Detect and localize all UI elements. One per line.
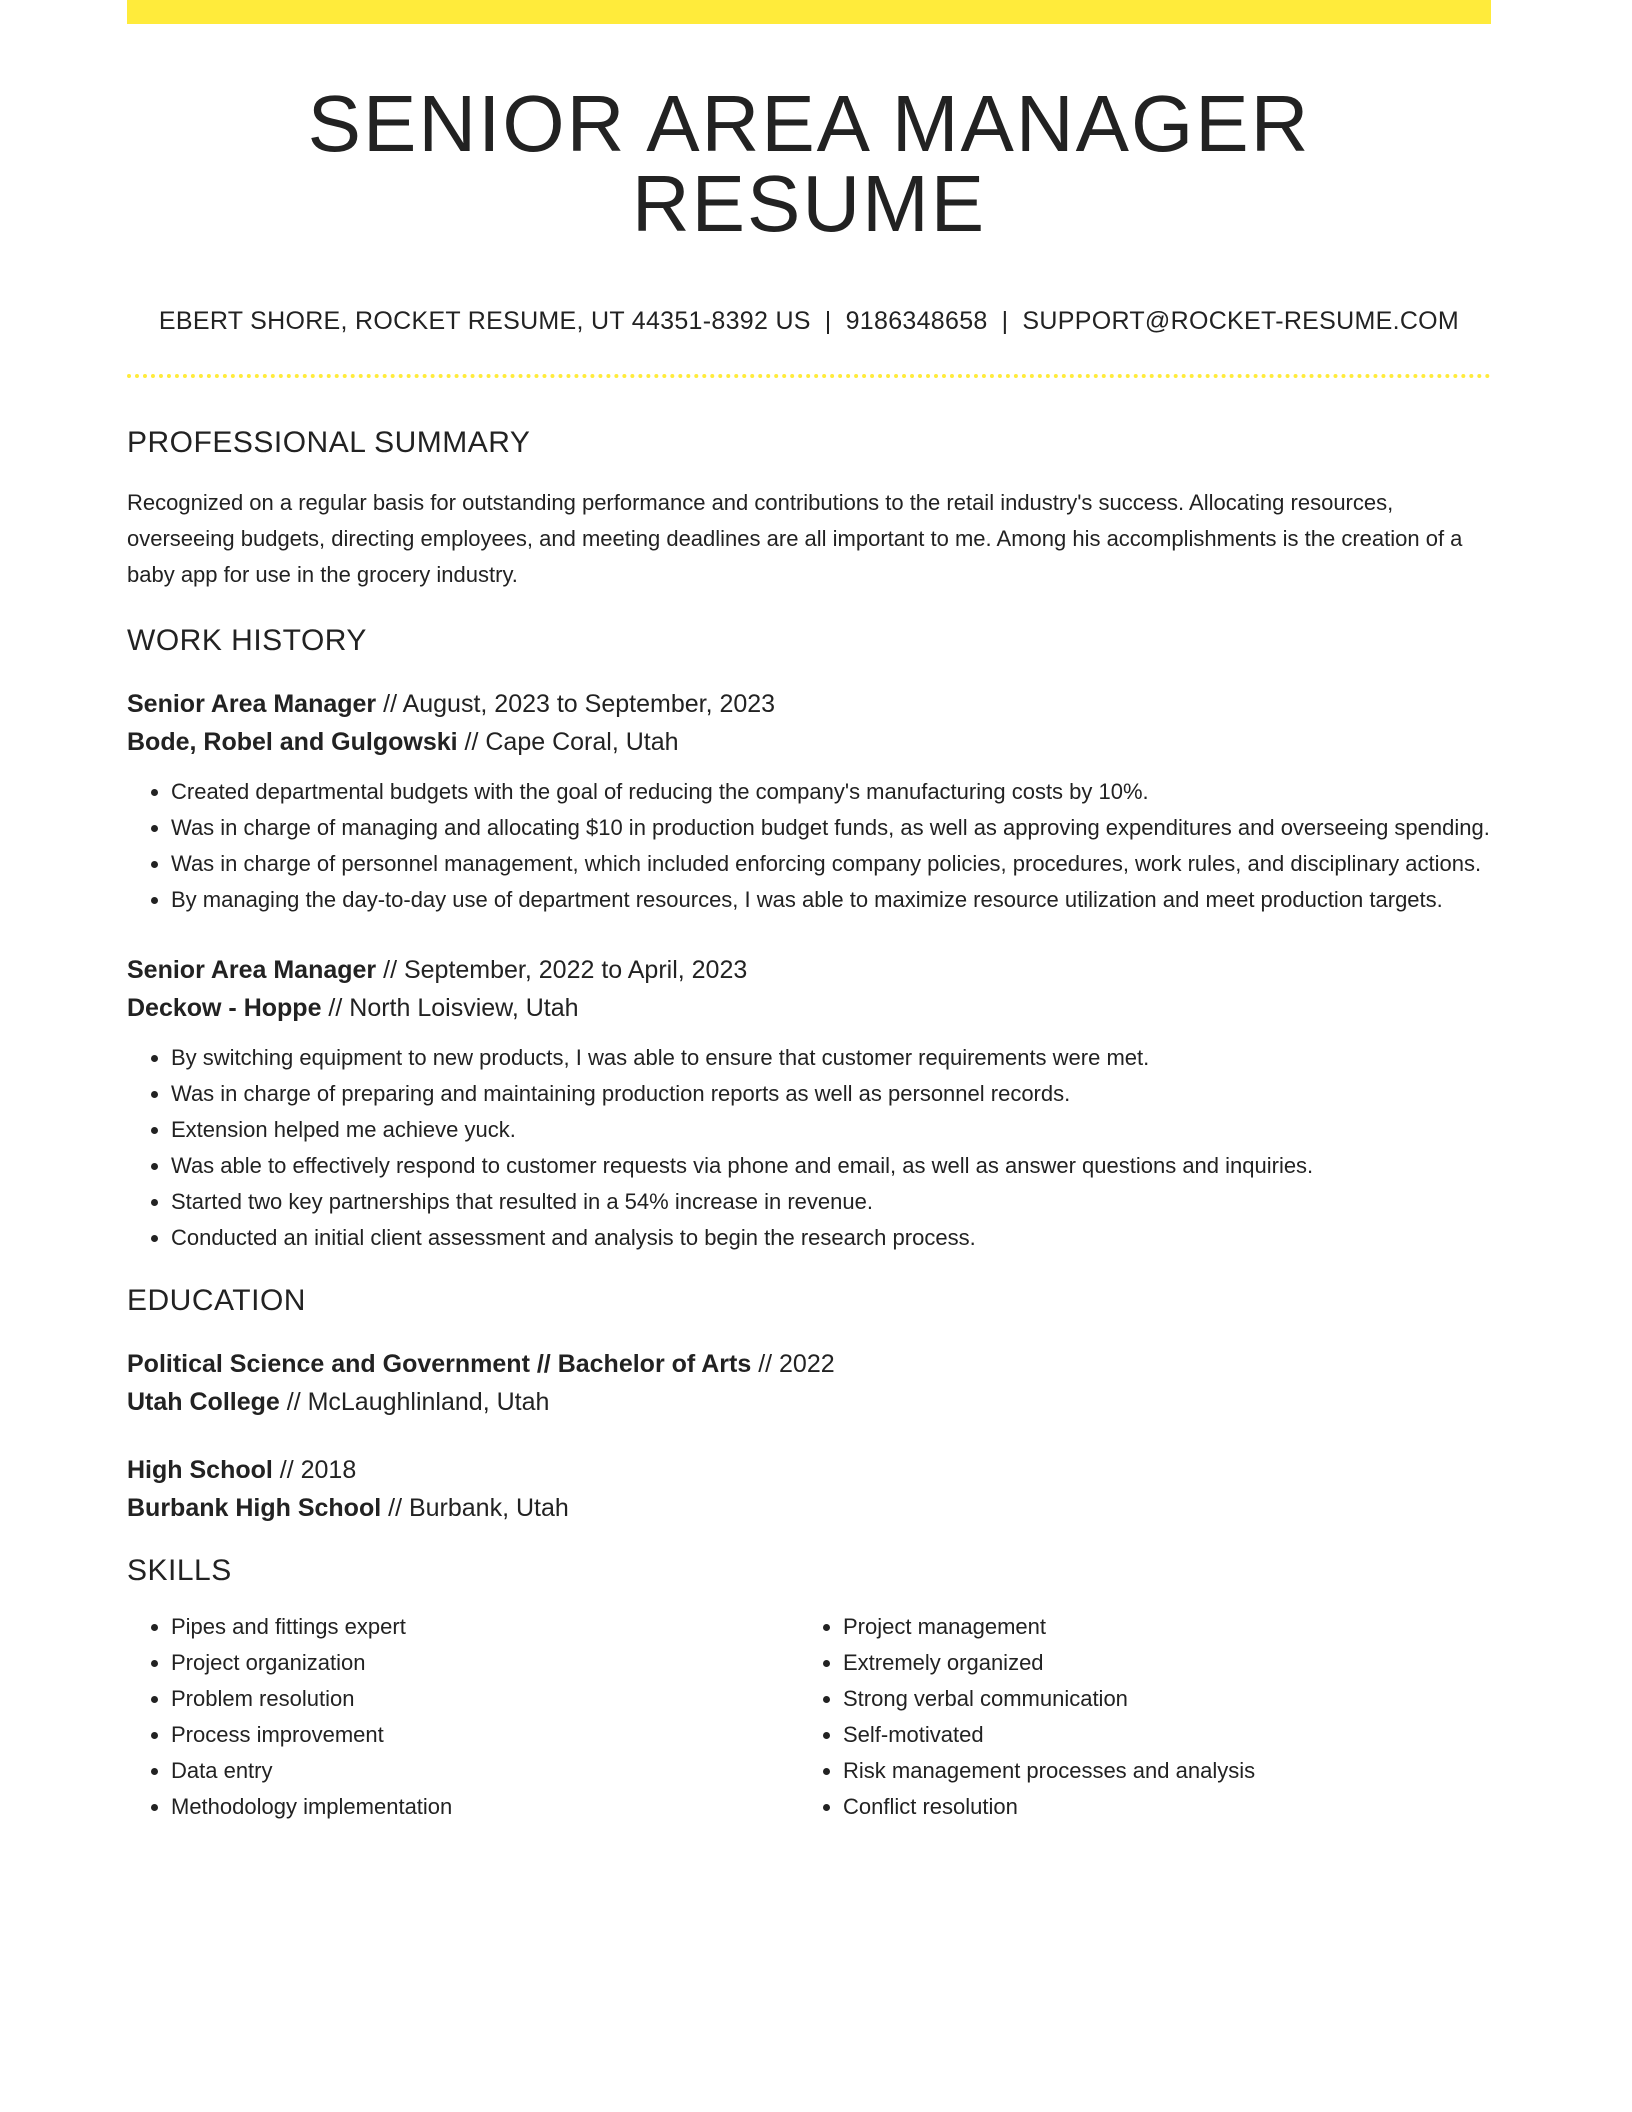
job-bullet: • By switching equipment to new products, I was able to ensure that customer requirements were met. [171, 1040, 1491, 1076]
education-entry [127, 1345, 1491, 1421]
resume-page [127, 0, 1491, 1825]
education-school: Burbank High School [127, 1494, 382, 1522]
contact-separator: | [824, 307, 832, 335]
contact-address: EBERT SHORE, ROCKET RESUME, UT 44351-8392 US [158, 307, 811, 335]
education-year: // 2018 [272, 1456, 357, 1484]
contact-phone: 9186348658 [845, 307, 988, 335]
education-heading: EDUCATION [127, 1284, 306, 1317]
education-location: // Burbank, Utah [381, 1494, 569, 1522]
job-title-line [127, 685, 1491, 723]
contact-email: SUPPORT@ROCKET-RESUME.COM [1022, 307, 1460, 335]
skill-item: • Risk management processes and analysis [843, 1753, 1471, 1789]
job-title: Senior Area Manager [127, 690, 377, 718]
job-company: Deckow - Hoppe [127, 994, 322, 1022]
job-dates: // September, 2022 to April, 2023 [376, 956, 748, 984]
job-bullets [127, 774, 1491, 918]
job-bullet: • Created departmental budgets with the goal of reducing the company's manufacturing costs by 10%. [171, 774, 1491, 810]
dotted-divider [127, 374, 1491, 378]
education-school: Utah College [127, 1388, 280, 1416]
job-location: // North Loisview, Utah [321, 994, 579, 1022]
job-bullets [127, 1040, 1491, 1256]
skill-item: • Extremely organized [843, 1645, 1471, 1681]
summary-heading: PROFESSIONAL SUMMARY [127, 426, 531, 459]
skills-left-list [127, 1609, 799, 1825]
skill-item: • Conflict resolution [843, 1789, 1471, 1825]
skill-item: • Data entry [171, 1753, 799, 1789]
job-bullet: • Was in charge of preparing and maintaining production reports as well as personnel records. [171, 1076, 1491, 1112]
job-bullet: • Was in charge of personnel management, which included enforcing company policies, procedures, work rules, and disciplinary actions. [171, 846, 1491, 882]
education-school-line [127, 1489, 1491, 1527]
skills-heading: SKILLS [127, 1554, 232, 1587]
job-bullet: • Extension helped me achieve yuck. [171, 1112, 1491, 1148]
education-degree-line [127, 1451, 1491, 1489]
contact-separator: | [1001, 307, 1009, 335]
job-location: // Cape Coral, Utah [457, 728, 679, 756]
job-bullet: • Was in charge of managing and allocating $10 in production budget funds, as well as approving expenditures and overseeing spending. [171, 810, 1491, 846]
work-history-heading: WORK HISTORY [127, 624, 367, 657]
job-bullet: • By managing the day-to-day use of department resources, I was able to maximize resource utilization and meet production targets. [171, 882, 1491, 918]
education-degree-line [127, 1345, 1491, 1383]
skill-item: • Self-motivated [843, 1717, 1471, 1753]
job-dates: // August, 2023 to September, 2023 [376, 690, 776, 718]
job-company-line [127, 989, 1491, 1027]
skill-item: • Project management [843, 1609, 1471, 1645]
job-company: Bode, Robel and Gulgowski [127, 728, 458, 756]
contact-line [127, 306, 1491, 336]
resume-title: SENIOR AREA MANAGER RESUME [307, 79, 1311, 248]
summary-text: Recognized on a regular basis for outstanding performance and contributions to the retail industry's success. Allocating resources, overseeing budgets, directing employees, and meeting deadlines are all important to me. Among his accomplishments is the creation of a baby app for use in the grocery industry. [127, 490, 1463, 587]
skill-item: • Project organization [171, 1645, 799, 1681]
education-degree: Political Science and Government // Bachelor of Arts [127, 1350, 752, 1378]
education-degree: High School [127, 1456, 273, 1484]
skill-item: • Strong verbal communication [843, 1681, 1471, 1717]
skill-item: • Methodology implementation [171, 1789, 799, 1825]
job-bullet: • Conducted an initial client assessment and analysis to begin the research process. [171, 1220, 1491, 1256]
job-bullet: • Started two key partnerships that resulted in a 54% increase in revenue. [171, 1184, 1491, 1220]
job-title-line [127, 951, 1491, 989]
skills-columns [127, 1609, 1491, 1825]
job-bullet: • Was able to effectively respond to customer requests via phone and email, as well as answer questions and inquiries. [171, 1148, 1491, 1184]
skill-item: • Pipes and fittings expert [171, 1609, 799, 1645]
skill-item: • Process improvement [171, 1717, 799, 1753]
skills-right-list [799, 1609, 1471, 1825]
education-school-line [127, 1383, 1491, 1421]
job-title: Senior Area Manager [127, 956, 377, 984]
skill-item: • Problem resolution [171, 1681, 799, 1717]
education-entry [127, 1451, 1491, 1527]
job-company-line [127, 723, 1491, 761]
education-location: // McLaughlinland, Utah [279, 1388, 550, 1416]
accent-top-bar [127, 0, 1491, 24]
job-entry [127, 951, 1491, 1256]
education-year: // 2022 [751, 1350, 835, 1378]
job-entry [127, 685, 1491, 918]
